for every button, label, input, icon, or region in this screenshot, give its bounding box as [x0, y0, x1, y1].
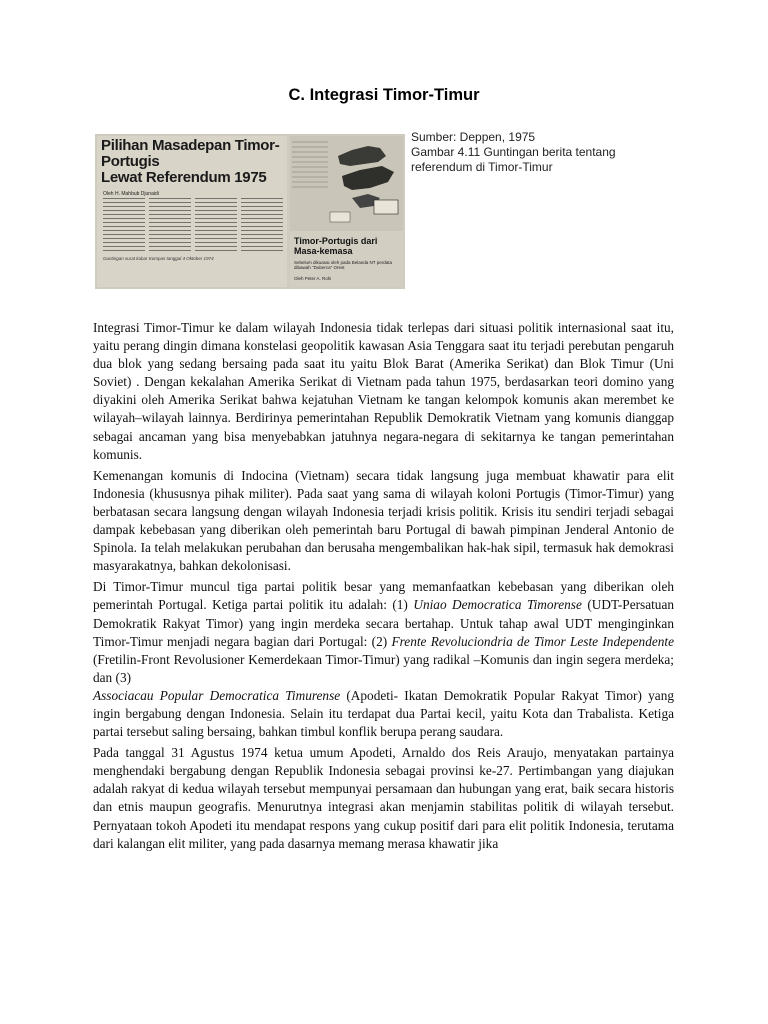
clipping-byline: Oleh H. Mahbub Djunaidi — [103, 191, 159, 197]
paragraph-5: Pada tanggal 31 Agustus 1974 ketua umum Apodeti, Arnaldo dos Reis Araujo, menyatakan partainya menghendaki bergabung dengan Republik Indonesia sebagai provinsi ke-27. Pertimbangan yang diajukan adalah rakyat di kedua wilayah tersebut mempunyai persamaan dan hubungan yang erat, baik secara historis dan etnis maupun geografis. Menurutnya integrasi akan menjamin stabilitas politik di wilayah tersebut. Pernyataan tokoh Apodeti itu mendapat respons yang cukup positif dari para elit politik Indonesia, terutama dari kalangan elit militer, yang pada dasarnya memang merasa khawatir jika — [93, 745, 674, 851]
party-name-apodeti: Associacau Popular Democratica Timurense — [93, 687, 341, 703]
clipping-headline-line1: Pilihan Masadepan Timor-Portugis — [101, 137, 280, 170]
party-name-fretilin: Frente Revoluciondria de Timor Leste Independente — [391, 633, 674, 649]
clipping-text-column — [241, 198, 283, 254]
paragraph-3 — [93, 578, 674, 741]
paragraph-3-text-c: (Fretilin-Front Revolusioner Kemerdekaan Timor-Timur) yang radikal –Komunis dan ingin segera merdeka; dan (3) — [93, 651, 674, 685]
body-text — [93, 319, 674, 856]
paragraph-2: Kemenangan komunis di Indocina (Vietnam) secara tidak langsung juga membuat khawatir para elit Indonesia (khususnya pihak militer). Pada saat yang sama di wilayah koloni Portugis (Timor-Timur) yang berbatasan secara langsung dengan wilayah Indonesia terjadi krisis politik. Krisis itu sendiri terjadi sebagai dampak kebebasan yang diberikan oleh pemerintah baru Portugal di bawah pimpinan Jenderal Antonio de Spinola. Ia telah melakukan perubahan dan berusaha mengembalikan hak-hak sipil, termasuk hak demokrasi masyarakatnya, bahkan dekolonisasi. — [93, 467, 674, 574]
page-title: C. Integrasi Timor-Timur — [288, 86, 480, 104]
clipping-text-column — [149, 198, 191, 254]
map-illustration — [290, 136, 403, 231]
figure-caption-line2: referendum di Timor-Timur — [411, 160, 553, 174]
figure-caption-line1: Gambar 4.11 Guntingan berita tentang — [411, 145, 616, 159]
paragraph-3-text-d: (Apodeti- Ikatan Demokratik Popular Rakyat Timor) yang ingin bergabung dengan Indonesia. Selain itu terdapat dua Partai kecil, yaitu Kota dan Trabalista. Ketiga partai tersebut saling bersaing, bahkan timbul konflik berupa perang saudara. — [93, 687, 674, 740]
source-line: Sumber: Deppen, 1975 — [411, 130, 536, 144]
figure-source-caption — [411, 130, 651, 175]
paragraph-3-text-b: (UDT-Persatuan Demokratik Rakyat Timor) yang ingin merdeka secara bertahap. Untuk tahap awal UDT menginginkan Timor-Timur menjadi negara bagian dari Portugal: (2) — [93, 597, 675, 649]
clipping-subheadline: Timor-Portugis dari Masa-kemasa — [294, 236, 378, 256]
clipping-right-article — [290, 136, 403, 287]
party-name-udt: Uniao Democratica Timorense — [413, 597, 582, 613]
clipping-left-article — [97, 136, 287, 287]
clipping-headline-line2: Lewat Referendum 1975 — [101, 169, 267, 186]
paragraph-1: Integrasi Timor-Timur ke dalam wilayah Indonesia tidak terlepas dari situasi politik internasional saat itu, yaitu perang dingin dimana konstelasi geopolitik kawasan Asia Tenggara saat itu terjadi perebutan pengaruh dua blok yang sedang bersaing pada saat itu yaitu Blok Barat (Amerika Serikat) dan Blok Timur (Uni Soviet) . Dengan kekalahan Amerika Serikat di Vietnam pada tahun 1975, berdasarkan teori domino yang diyakini oleh Amerika Serikat bahwa kejatuhan Vietnam ke tangan kelompok komunis akan merembet ke wilayah–wilayah lainnya. Berdirinya pemerintahan Republik Demokratik Vietnam yang komunis dianggap sebagai ancaman yang bisa menyebabkan jatuhnya negara-negara di sekitarnya ke tangan pemerintahan komunis. — [93, 320, 674, 462]
clipping-headline — [101, 138, 287, 186]
clipping-note: Sebelum dikuasai oleh pada Belanda NT perdata dibawah "Duberca" Orest — [294, 260, 392, 270]
clipping-caption: Guntingan surat kabar Kompas tanggal 4 Oktober 1974 — [103, 256, 214, 261]
clipping-text-column — [103, 198, 145, 254]
timor-map-image — [290, 136, 403, 231]
clipping-author: Oleh Peter A. Rohi — [294, 276, 332, 281]
paragraph-3-text-a: Di Timor-Timur muncul tiga partai politik besar yang memanfaatkan kebebasan yang diberikan oleh pemerintah Portugal. Ketiga partai politik itu adalah: (1) — [93, 579, 674, 613]
newspaper-clipping-image — [95, 134, 405, 289]
clipping-text-column — [195, 198, 237, 254]
